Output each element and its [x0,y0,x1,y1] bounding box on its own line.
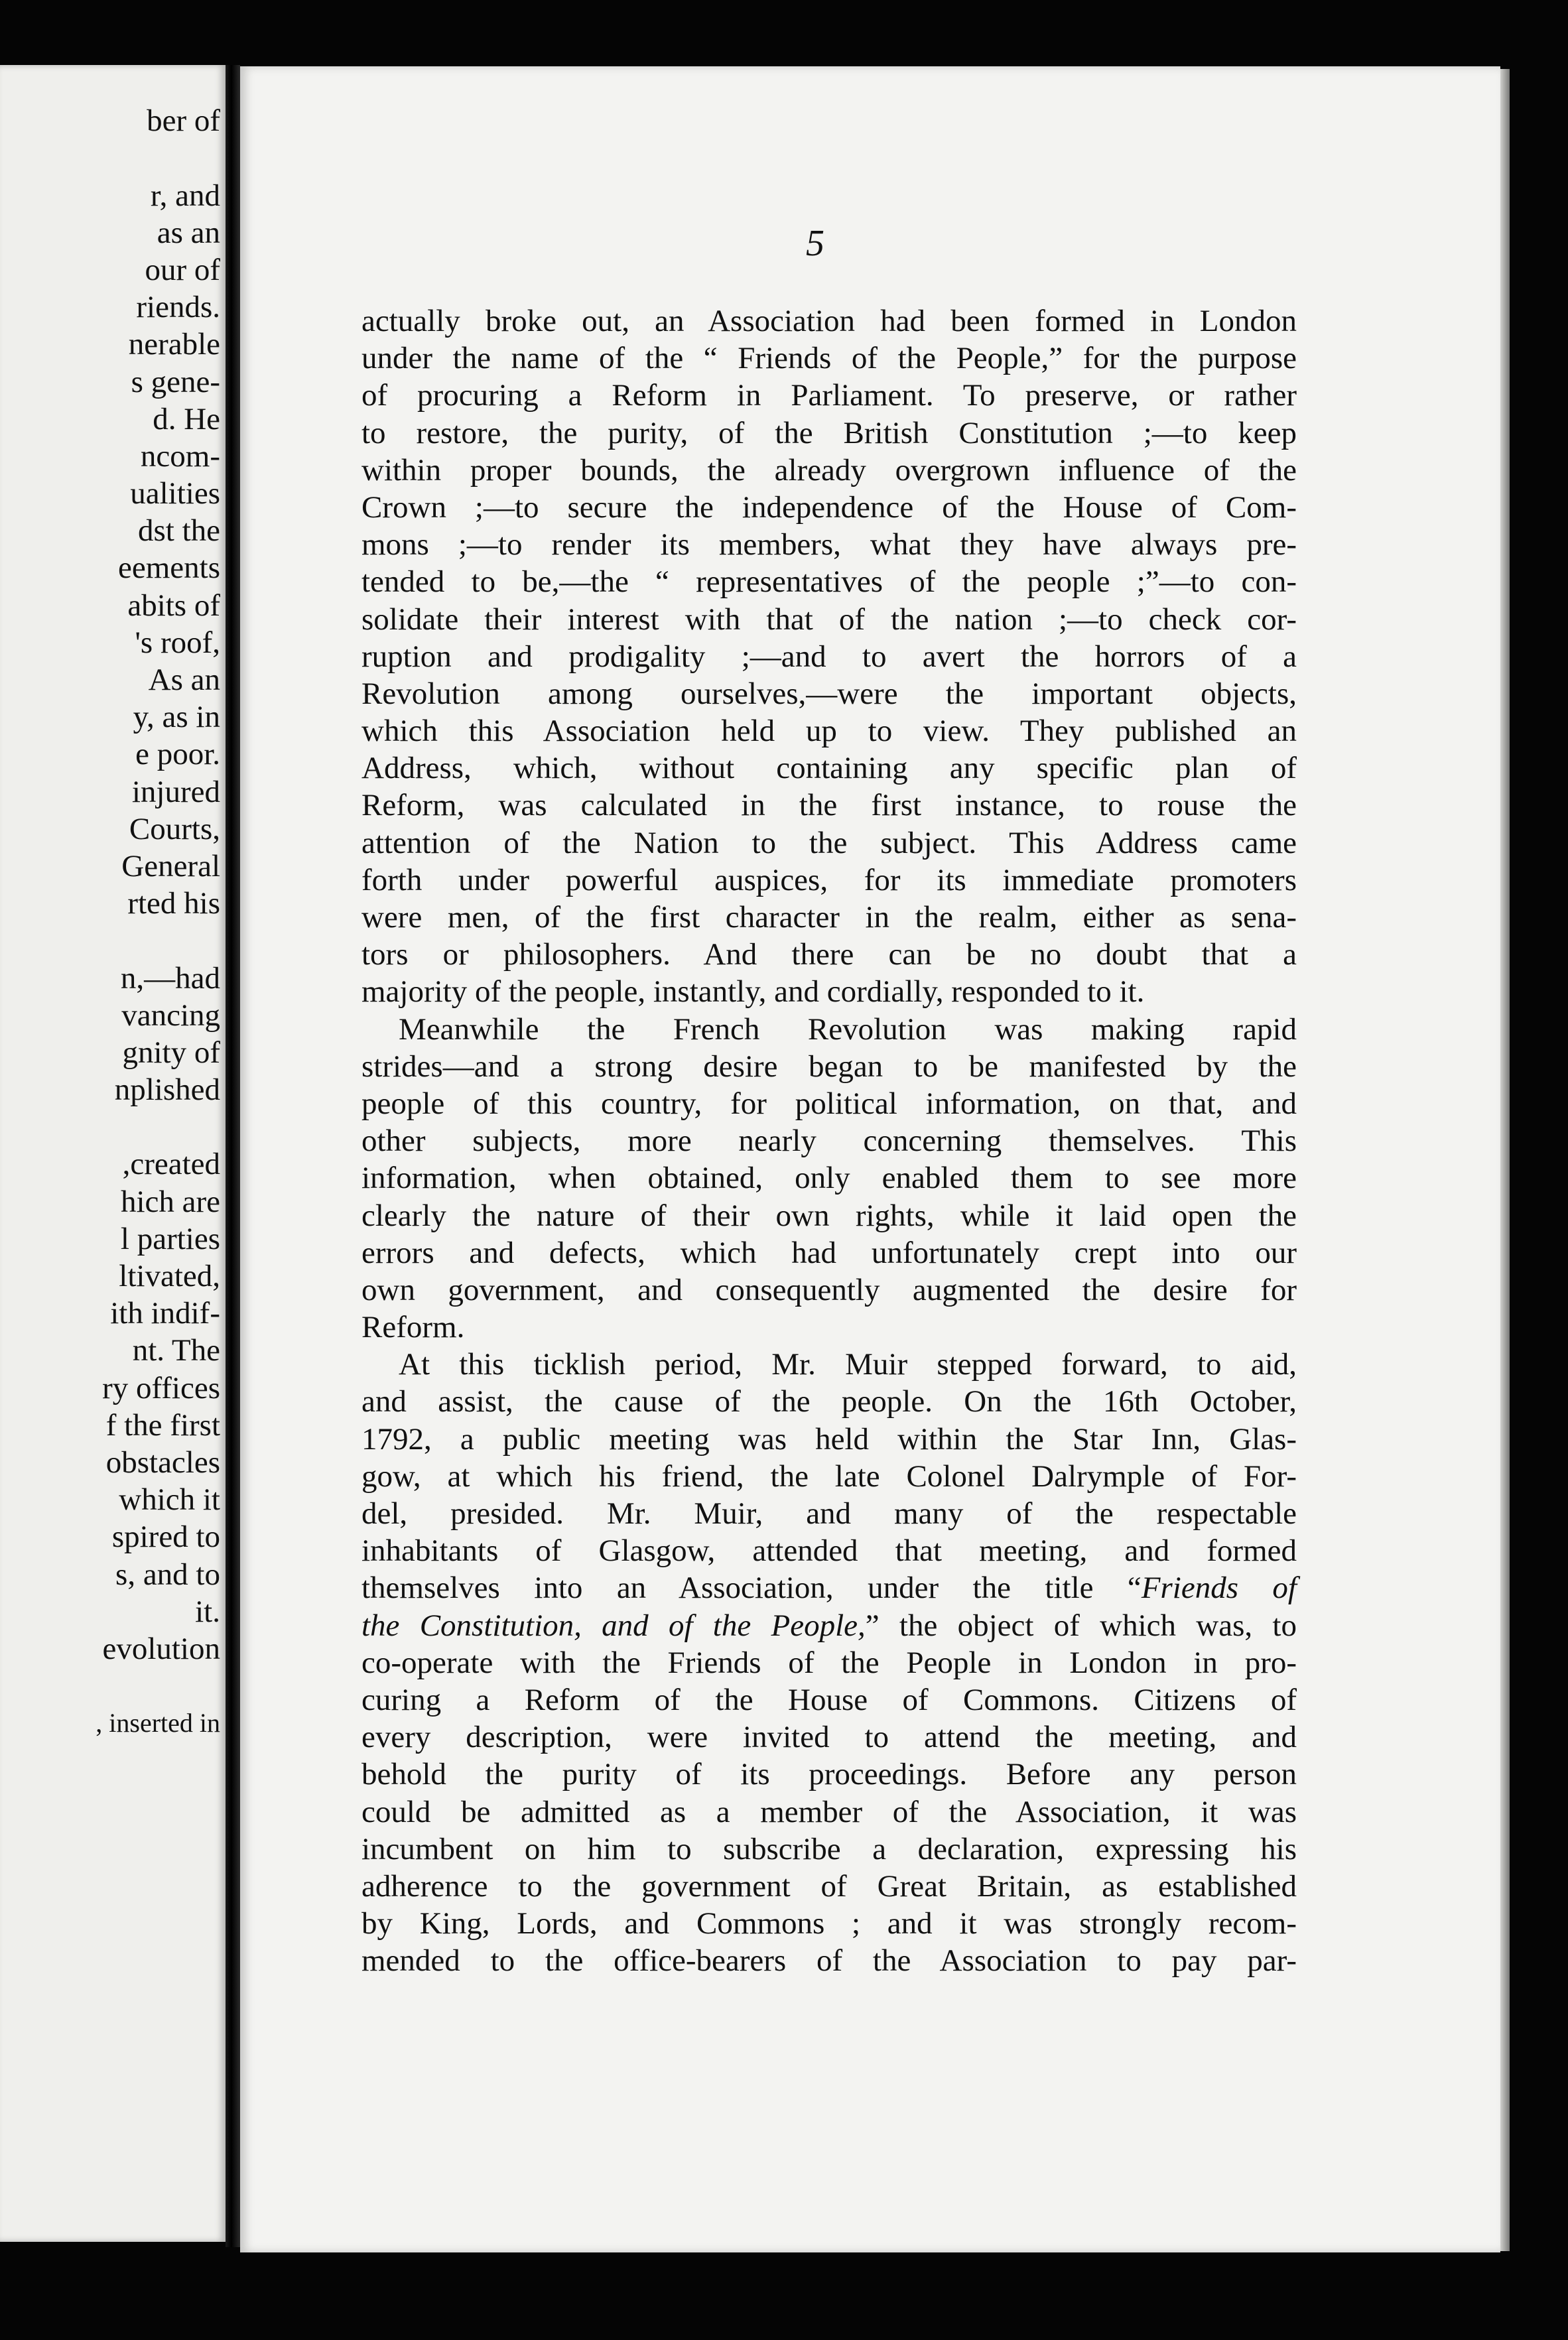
text-line: Meanwhile the French Revolution was making rapid [399,1011,1297,1047]
text-segment: ” the object of which was, to [865,1608,1297,1643]
left-page-line: ualities [130,476,220,511]
left-page-line: injured [131,774,220,809]
left-page-line: ber of [147,103,220,139]
left-page-text [0,65,220,1742]
left-page-line: as an [157,215,220,250]
left-page-line: r, and [150,178,220,213]
left-facing-page [0,65,226,2242]
left-page-line: riends. [136,290,220,325]
left-page-line: vancing [121,998,220,1033]
text-line: under the name of the “ Friends of the People,” for the purpose [361,341,1297,376]
left-page-line: Courts, [129,811,220,846]
text-line: del, presided. Mr. Muir, and many of the respectable [361,1496,1297,1531]
text-line: to restore, the purity, of the British Constitution ;—to keep [361,415,1297,450]
left-page-line: n,—had [120,960,220,996]
left-page-line: rted his [127,886,220,921]
text-line: mended to the office-bearers of the Association to pay par- [361,1943,1297,1979]
text-line: behold the purity of its proceedings. Before any person [361,1757,1297,1792]
text-line: attention of the Nation to the subject. This Address came [361,825,1297,860]
left-page-line: d. He [153,401,220,436]
left-page-line: ,created [122,1147,220,1182]
text-line: Reform. [361,1310,465,1345]
text-line: people of this country, for political information, on that, and [361,1086,1297,1121]
text-line: which this Association held up to view. They published an [361,714,1297,749]
left-page-line: f the first [105,1407,220,1443]
text-line: Crown ;—to secure the independence of the House of Com- [361,489,1297,525]
text-line: 1792, a public meeting was held within the Star Inn, Glas- [361,1421,1297,1457]
left-page-line: it. [195,1594,220,1629]
left-page-line: s gene- [131,364,220,399]
left-page-line: y, as in [133,700,220,735]
text-line: actually broke out, an Association had been formed in London [361,304,1297,338]
text-line: strides—and a strong desire began to be manifested by the [361,1049,1297,1084]
left-page-line: ry offices [102,1370,220,1405]
text-line: incumbent on him to subscribe a declaration, expressing his [361,1831,1297,1866]
left-page-line: which it [119,1482,220,1518]
text-line [361,1569,1297,1606]
text-line: At this ticklish period, Mr. Muir stepped forward, to aid, [399,1347,1297,1382]
text-line: gow, at which his friend, the late Colonel Dalrymple of For- [361,1459,1297,1494]
left-page-line: obstacles [105,1445,220,1480]
page-edge [1500,69,1510,2251]
text-line: within proper bounds, the already overgrown influence of the [361,452,1297,487]
text-line: co-operate with the Friends of the People in London in pro- [361,1645,1297,1680]
left-page-line: nplished [114,1072,220,1108]
left-page-line: nerable [128,327,220,362]
text-line: of procuring a Reform in Parliament. To preserve, or rather [361,378,1297,413]
text-line: clearly the nature of their own rights, while it laid open the [361,1198,1297,1233]
left-page-line: our of [145,252,220,287]
text-line: every description, were invited to attend the meeting, and [361,1720,1297,1755]
text-line: curing a Reform of the House of Commons. Citizens of [361,1682,1297,1717]
page-number: 5 [806,223,824,264]
text-segment: themselves into an Association, under the title “ [361,1571,1142,1606]
text-line: mons ;—to render its members, what they have always pre- [361,527,1297,562]
text-line: own government, and consequently augmented the desire for [361,1272,1297,1307]
body-text [361,302,1297,1979]
left-page-line: spired to [111,1520,220,1555]
text-line: could be admitted as a member of the Association, it was [361,1794,1297,1829]
left-page-line: abits of [127,588,220,623]
left-page-line: hich are [120,1184,220,1219]
text-line: information, when obtained, only enabled them to see more [361,1161,1297,1196]
text-line: ruption and prodigality ;—and to avert the horrors of a [361,639,1297,674]
left-page-line: s, and to [115,1557,220,1592]
left-page-line: evolution [102,1631,220,1666]
text-line: solidate their interest with that of the nation ;—to check cor- [361,602,1297,637]
left-page-line: 's roof, [135,625,220,660]
left-page-line [0,1108,220,1145]
left-page-line [0,922,220,959]
left-page-line: l parties [120,1221,220,1256]
left-page-line: ncom- [140,438,220,474]
left-page-line [0,139,220,176]
left-page-line: As an [148,663,220,697]
text-line: inhabitants of Glasgow, attended that meeting, and formed [361,1533,1297,1569]
text-line: tors or philosophers. And there can be no doubt that a [361,937,1297,972]
left-page-line [0,1667,220,1705]
text-line: majority of the people, instantly, and cordially, responded to it. [361,974,1145,1009]
text-line: forth under powerful auspices, for its immediate promoters [361,862,1297,897]
italic-title: the Constitution, and of the People, [361,1608,866,1643]
text-line: Revolution among ourselves,—were the important objects, [361,676,1297,711]
text-line: Address, which, without containing any specific plan of [361,751,1297,786]
left-page-line: e poor. [135,737,220,772]
left-page-line: gnity of [122,1035,220,1070]
text-line: by King, Lords, and Commons ; and it was strongly recom- [361,1906,1297,1941]
italic-title: Friends of [1141,1571,1297,1606]
left-page-line: ith indif- [110,1296,220,1331]
text-line [361,1607,1297,1644]
text-line: adherence to the government of Great Britain, as established [361,1868,1297,1904]
left-page-line: eements [118,551,220,586]
text-line: were men, of the first character in the realm, either as sena- [361,900,1297,935]
left-page-line [0,65,220,102]
left-page-line: , inserted in [96,1708,220,1738]
left-page-line: General [121,848,220,883]
text-line: and assist, the cause of the people. On the 16th October, [361,1384,1297,1419]
text-line: other subjects, more nearly concerning themselves. This [361,1124,1297,1159]
text-line: errors and defects, which had unfortunately crept into our [361,1235,1297,1270]
text-line: tended to be,—the “ representatives of the people ;”—to con- [361,564,1297,600]
left-page-line: ltivated, [119,1259,220,1293]
left-page-line: dst the [137,513,220,549]
text-line: Reform, was calculated in the first instance, to rouse the [361,788,1297,823]
book-gutter [226,65,240,2247]
left-page-line: nt. The [132,1333,220,1368]
